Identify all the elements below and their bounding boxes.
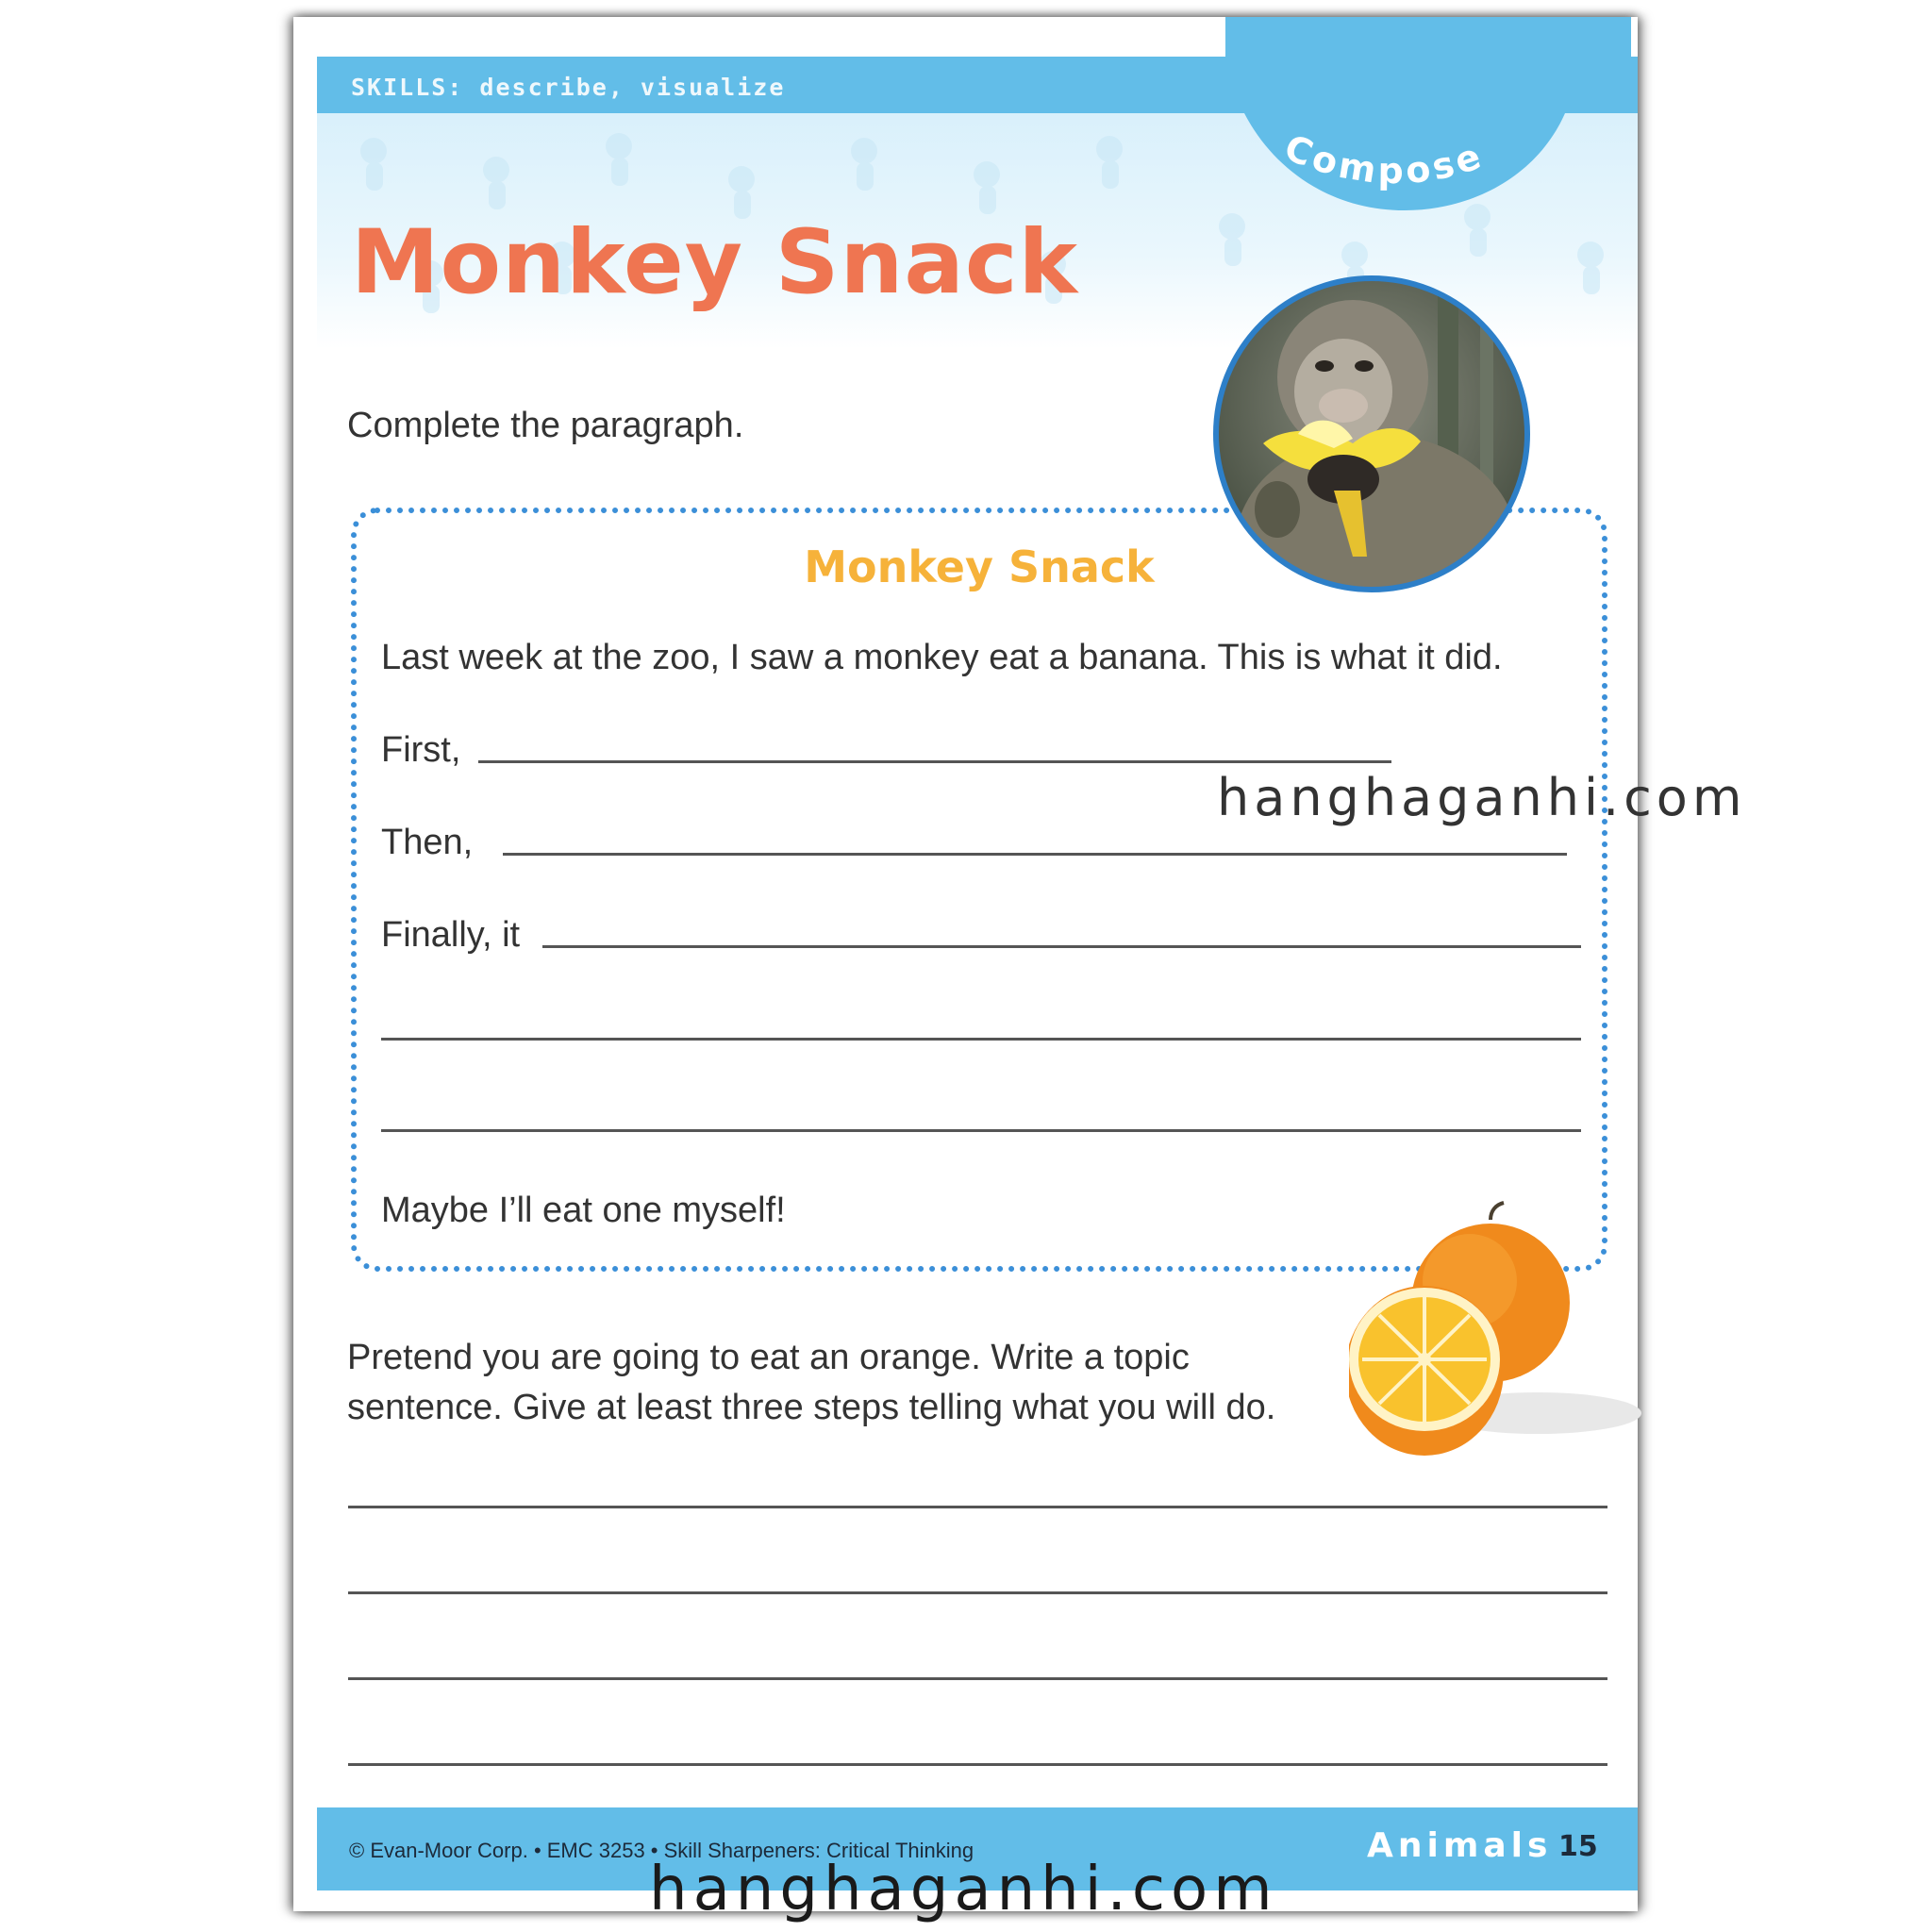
- first-label: First,: [381, 730, 461, 770]
- paragraph-intro: Last week at the zoo, I saw a monkey eat a banana. This is what it did.: [381, 638, 1503, 677]
- instruction-text: Complete the paragraph.: [347, 406, 744, 445]
- answer-line-extra-2[interactable]: [381, 1129, 1581, 1132]
- answer-line-1[interactable]: [348, 1506, 1607, 1508]
- monkey-photo: [1211, 274, 1532, 594]
- first-answer-line[interactable]: [478, 760, 1391, 763]
- worksheet-page: [293, 17, 1747, 1911]
- page-title: Monkey Snack: [351, 211, 1079, 314]
- watermark-middle: hanghaganhi.com: [1217, 768, 1747, 827]
- skills-label: SKILLS: describe, visualize: [351, 74, 786, 101]
- closing-sentence: Maybe I’ll eat one myself!: [381, 1191, 786, 1230]
- footer-credit: © Evan-Moor Corp. • EMC 3253 • Skill Sharpeners: Critical Thinking: [349, 1839, 974, 1862]
- orange-prompt: Pretend you are going to eat an orange. Write a topic sentence. Give at least three steps telling what you will do.: [347, 1338, 1276, 1427]
- answer-line-3[interactable]: [348, 1677, 1607, 1680]
- paragraph-box-title: Monkey Snack: [804, 541, 1155, 592]
- compose-tab: [1225, 17, 1631, 210]
- then-answer-line[interactable]: [503, 853, 1567, 856]
- finally-answer-line[interactable]: [542, 945, 1581, 948]
- answer-line-4[interactable]: [348, 1763, 1607, 1766]
- footer-section-label: Animals: [1367, 1826, 1553, 1865]
- page-number: 15: [1558, 1830, 1598, 1863]
- answer-line-extra-1[interactable]: [381, 1038, 1581, 1041]
- monkey-eating-banana-image: [1211, 274, 1532, 594]
- finally-label: Finally, it: [381, 915, 521, 955]
- watermark-bottom: hanghaganhi.com: [649, 1855, 1278, 1924]
- orange-icon: [1349, 1201, 1643, 1460]
- orange-illustration: [1349, 1201, 1643, 1460]
- paragraph-box: [351, 508, 1607, 1272]
- then-label: Then,: [381, 823, 474, 862]
- answer-line-2[interactable]: [348, 1591, 1607, 1594]
- compose-tab-shape: [1225, 17, 1631, 210]
- compose-tab-label: Compose: [1278, 125, 1490, 192]
